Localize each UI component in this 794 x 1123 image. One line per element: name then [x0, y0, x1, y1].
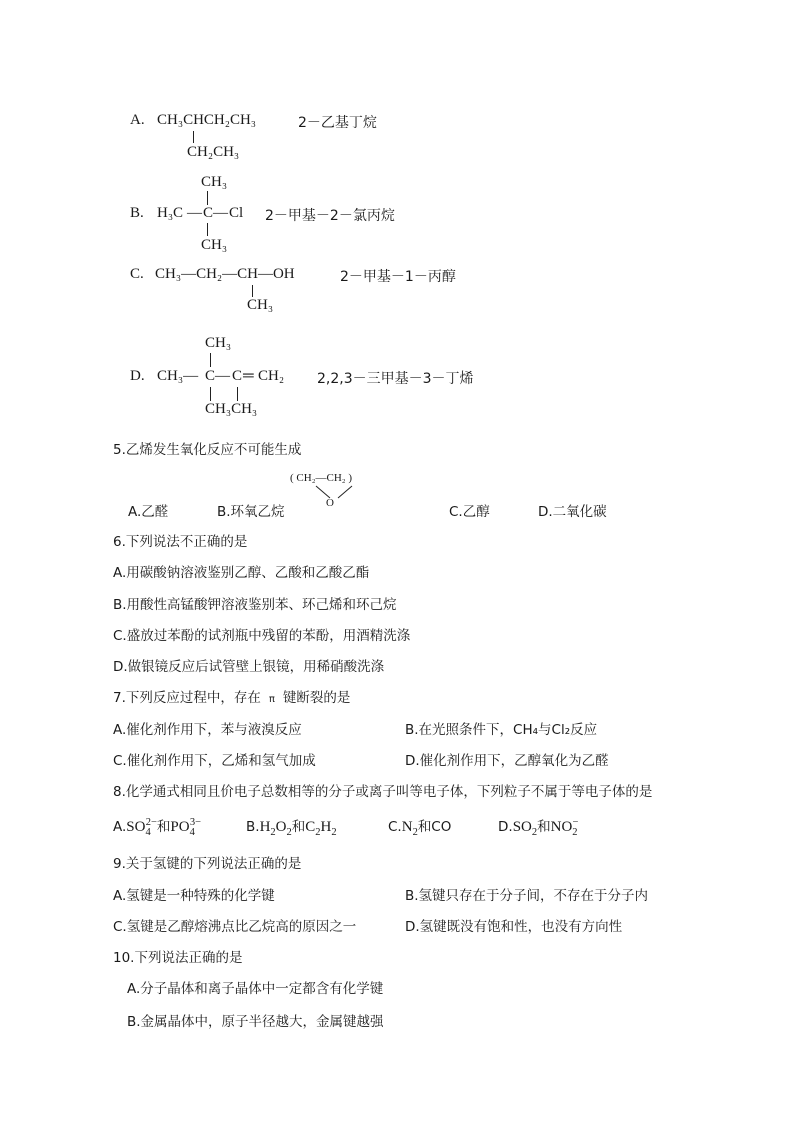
- q4-option-a-branch: CH₂CH₃: [187, 144, 240, 160]
- q4-option-d-c2: C: [232, 368, 243, 384]
- q8-option-b: $B.H_2O_2$和$C_2H_2$: [246, 819, 337, 838]
- q4-option-c-letter: C.: [130, 266, 144, 282]
- bond-line: [210, 387, 211, 401]
- bond-line: [207, 223, 208, 236]
- bond-line: [207, 191, 208, 205]
- q4-option-d-bottom: CH₃CH₃: [205, 401, 258, 417]
- q5-option-b: B.环氧乙烷: [217, 504, 285, 520]
- q9-stem: 9.关于氢键的下列说法正确的是: [113, 856, 302, 872]
- q4-option-d-top: CH₃: [205, 335, 232, 351]
- q4-option-b-name: 2－甲基－2－氯丙烷: [265, 208, 395, 224]
- q7-option-b: B.在光照条件下，CH₄与Cl₂反应: [405, 722, 598, 738]
- q4-option-c-branch: CH₃: [247, 297, 274, 313]
- bond-line: [237, 387, 238, 401]
- q4-option-b-top: CH₃: [201, 174, 228, 190]
- q4-option-a-letter: A.: [130, 112, 145, 128]
- q7-stem-post: 键断裂的是: [282, 690, 351, 706]
- q10-option-a: A.分子晶体和离子晶体中一定都含有化学键: [127, 981, 384, 997]
- q5-option-a: A.乙醛: [128, 504, 169, 520]
- q4-option-a-name: 2－乙基丁烷: [298, 115, 377, 131]
- bond-line: [210, 353, 211, 367]
- q7-stem-pre: 7.下列反应过程中，存在: [113, 690, 261, 706]
- q9-option-a: A.氢键是一种特殊的化学键: [113, 888, 275, 904]
- q8-option-c: $C.N_2$和CO: [388, 819, 452, 838]
- q10-stem: 10.下列说法正确的是: [113, 950, 243, 966]
- pi-symbol: π: [268, 694, 275, 705]
- q8-option-d: $D.SO_2$和$NO_2^-$: [498, 817, 579, 838]
- q9-option-b: B.氢键只存在于分子间，不存在于分子内: [405, 888, 649, 904]
- q4-option-d-chain-right: CH₂: [258, 368, 285, 384]
- q6-option-d: D.做银镜反应后试管壁上银镜，用稀硝酸洗涤: [113, 659, 385, 675]
- q7-option-c: C.催化剂作用下，乙烯和氢气加成: [113, 753, 316, 769]
- q4-option-d-letter: D.: [130, 368, 145, 384]
- bond-line: [252, 285, 253, 297]
- q5-option-d: D.二氧化碳: [538, 504, 607, 520]
- q4-option-b-letter: B.: [130, 205, 144, 221]
- nitrite-formula: $NO_2^-$: [550, 817, 579, 838]
- q8-option-a: $A.SO_4^{2-}$和$PO_4^{3-}$: [113, 817, 202, 838]
- q6-option-a: A.用碳酸钠溶液鉴别乙醇、乙酸和乙酸乙酯: [113, 565, 370, 581]
- q4-option-c-name: 2－甲基－1－丙醇: [340, 269, 456, 285]
- q7-stem: [113, 686, 350, 706]
- q5-stem: 5.乙烯发生氧化反应不可能生成: [113, 442, 302, 458]
- sulfate-formula: $SO_4^{2-}$: [126, 817, 157, 838]
- q4-option-d-name: 2,2,3－三甲基－3－丁烯: [317, 371, 474, 387]
- q6-option-c: C.盛放过苯酚的试剂瓶中残留的苯酚，用酒精洗涤: [113, 628, 411, 644]
- epoxide-ring-bonds: [310, 485, 360, 505]
- q10-option-b: B.金属晶体中，原子半径越大，金属键越强: [127, 1014, 384, 1030]
- q5-epoxide-oxygen: O: [326, 497, 334, 509]
- q5-option-c: C.乙醇: [449, 504, 490, 520]
- sulfur-dioxide-formula: $SO_2$: [512, 819, 538, 838]
- q6-stem: 6.下列说法不正确的是: [113, 534, 248, 550]
- nitrogen-formula: $N_2$: [401, 819, 418, 838]
- phosphate-formula: $PO_4^{3-}$: [170, 817, 202, 838]
- q7-option-d: D.催化剂作用下，乙醇氧化为乙醛: [405, 753, 609, 769]
- q5-epoxide-top: ( CH₂—CH₂ ): [290, 472, 353, 484]
- q7-option-a: A.催化剂作用下，苯与液溴反应: [113, 722, 302, 738]
- q4-option-a-main-chain: CH₃CHCH₂CH₃: [157, 112, 257, 128]
- acetylene-formula: $C_2H_2$: [305, 819, 337, 838]
- hydrogen-peroxide-formula: $H_2O_2$: [259, 819, 292, 838]
- q6-option-b: B.用酸性高锰酸钾溶液鉴别苯、环己烯和环己烷: [113, 597, 397, 613]
- q4-option-c-chain: CH₃—CH₂—CH—OH: [155, 266, 295, 282]
- q8-stem: 8.化学通式相同且价电子总数相等的分子或离子叫等电子体，下列粒子不属于等电子体的是: [113, 784, 653, 800]
- q4-option-b-center: C: [203, 205, 214, 221]
- q4-option-d-c1: C: [205, 368, 216, 384]
- q9-option-c: C.氢键是乙醇熔沸点比乙烷高的原因之一: [113, 919, 357, 935]
- bond-line: [193, 131, 194, 143]
- q4-option-b-left: H₃C: [157, 205, 184, 221]
- q4-option-d-chain-left: CH₃—: [157, 368, 199, 384]
- q4-option-b-right: Cl: [229, 205, 244, 221]
- q9-option-d: D.氢键既没有饱和性，也没有方向性: [405, 919, 623, 935]
- q4-option-b-bottom: CH₃: [201, 237, 228, 253]
